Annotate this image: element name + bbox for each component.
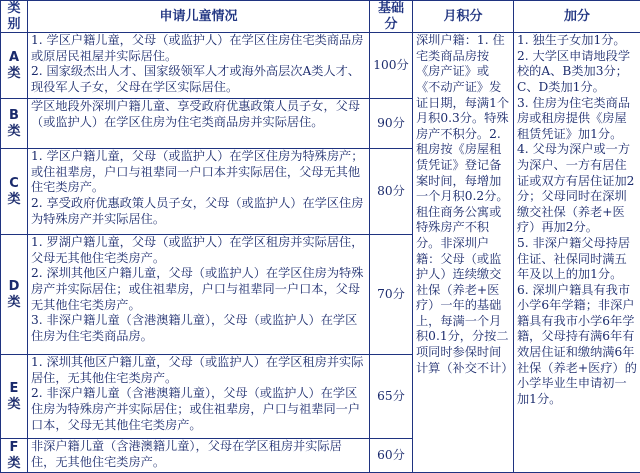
header-monthly: 月积分 bbox=[413, 1, 514, 33]
monthly-points-cell: 深圳户籍：1. 住宅类商品房按《房产证》或《不动产证》发证日期，每满1个月积0.3分。特殊房产不积分。2. 租房按《房屋租赁凭证》登记备案时间，每增加一个月积0.2分。租住商务公寓或特殊房产不积分。非深圳户籍：父母（或监护人）连续缴交社保（养老+医疗）一年的基础上，每满一个月积0.1分，分按二项同时参保时间计算（补交不计） bbox=[413, 33, 514, 473]
header-bonus: 加分 bbox=[514, 1, 640, 33]
situation-line: 2. 国家级杰出人才、国家级领军人才或海外高层次A类人才、现役军人子女，父母在学区实际居住。 bbox=[31, 64, 366, 95]
category-cell: F类 bbox=[1, 439, 28, 473]
bonus-line: 3. 住房为住宅类商品房或租房提供《房屋租赁凭证》加1分。 bbox=[517, 96, 637, 143]
header-category: 类别 bbox=[1, 1, 28, 33]
bonus-line: 4. 父母为深户或一方为深户、一方有居住证或双方有居住证加2分；父母同时在深圳缴交社保（养老+医疗）再加2分。 bbox=[517, 142, 637, 236]
bonus-line: 1. 独生子女加1分。 bbox=[517, 33, 637, 49]
category-cell: A类 bbox=[1, 33, 28, 99]
situation-line: 2. 享受政府优惠政策人员子女，父母（或监护人）在学区住房为特殊房产并实际居住。 bbox=[31, 196, 366, 227]
situation-line: 2. 深圳其他区户籍儿童，父母（或监护人）在学区住房为特殊房产并实际居住；或住祖辈房，户口与祖辈同一户口本，父母无其他住宅类房产。 bbox=[31, 266, 366, 313]
situation-line: 1. 深圳其他区户籍儿童，父母（或监护人）在学区租房并实际居住，无其他住宅类房产。 bbox=[31, 355, 366, 386]
situation-cell bbox=[28, 439, 370, 473]
base-score-cell: 90分 bbox=[370, 99, 413, 149]
category-cell: E类 bbox=[1, 355, 28, 439]
bonus-line: 2. 大学区申请地段学校的A、B类加3分；C、D类加1分。 bbox=[517, 49, 637, 96]
table-row bbox=[1, 33, 640, 99]
situation-cell bbox=[28, 235, 370, 355]
situation-cell bbox=[28, 149, 370, 235]
situation-cell bbox=[28, 355, 370, 439]
situation-line: 非深户籍儿童（含港澳籍儿童），父母在学区租房并实际居住，无其他住宅类房产。 bbox=[31, 439, 366, 470]
situation-line: 1. 学区户籍儿童，父母（或监护人）在学区住房住宅类商品房或原居民祖屋并实际居住。 bbox=[31, 33, 366, 64]
situation-line: 3. 非深户籍儿童（含港澳籍儿童），父母（或监护人）在学区住房为住宅类商品房。 bbox=[31, 313, 366, 344]
category-cell: D类 bbox=[1, 235, 28, 355]
situation-line: 1. 学区户籍儿童，父母（或监护人）在学区住房为特殊房产；或住祖辈房，户口与祖辈同一户口本并实际居住，父母无其他住宅类房产。 bbox=[31, 149, 366, 196]
bonus-line: 5. 非深户籍父母持居住证、社保同时满五年及以上的加1分。 bbox=[517, 236, 637, 283]
base-score-cell: 80分 bbox=[370, 149, 413, 235]
bonus-line: 6. 深圳户籍具有我市小学6年学籍；非深户籍具有我市小学6年学籍，父母持有满6年有效居住证和缴纳满6年社保（养老+医疗）的小学毕业生申请初一加1分。 bbox=[517, 283, 637, 408]
situation-cell bbox=[28, 33, 370, 99]
category-cell: B类 bbox=[1, 99, 28, 149]
base-score-cell: 100分 bbox=[370, 33, 413, 99]
base-score-cell: 60分 bbox=[370, 439, 413, 473]
situation-cell bbox=[28, 99, 370, 149]
category-cell: C类 bbox=[1, 149, 28, 235]
bonus-points-cell bbox=[514, 33, 640, 473]
situation-line: 2. 非深户籍儿童（含港澳籍儿童），父母（或监护人）在学区住房为特殊房产并实际居住；或住祖辈房，户口与祖辈同一户口本，父母无其他住宅类房产。 bbox=[31, 386, 366, 433]
header-base: 基础分 bbox=[370, 1, 413, 33]
situation-line: 学区地段外深圳户籍儿童、享受政府优惠政策人员子女，父母（或监护人）在学区住房为住宅类商品房并实际居住。 bbox=[31, 99, 366, 130]
situation-line: 1. 罗湖户籍儿童，父母（或监护人）在学区租房并实际居住，父母无其他住宅类房产。 bbox=[31, 235, 366, 266]
base-score-cell: 70分 bbox=[370, 235, 413, 355]
base-score-cell: 65分 bbox=[370, 355, 413, 439]
header-row bbox=[1, 1, 640, 33]
header-situation: 申请儿童情况 bbox=[28, 1, 370, 33]
